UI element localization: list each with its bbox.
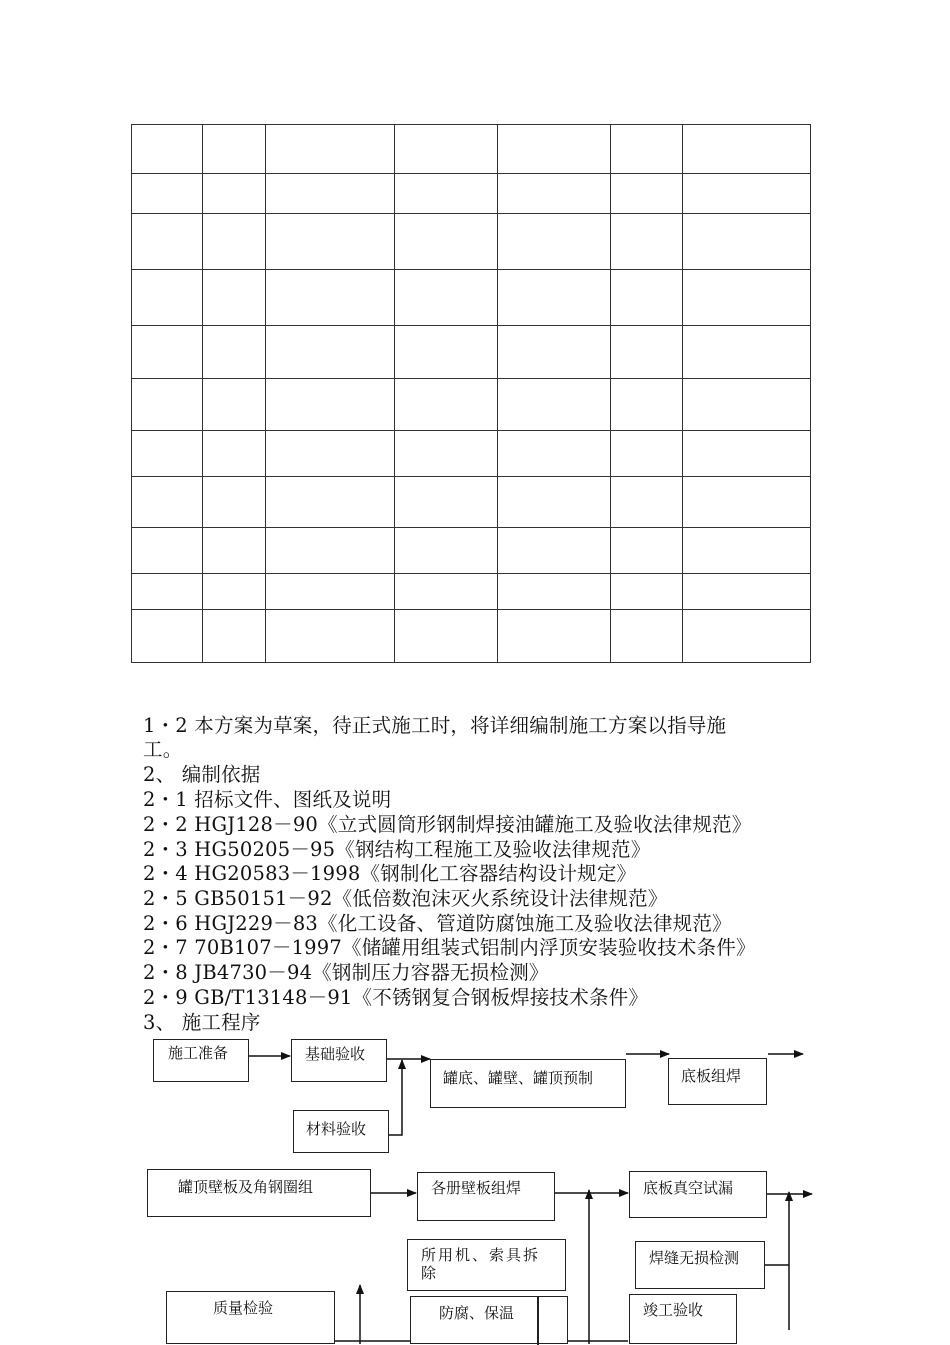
arrow-material-up bbox=[388, 1060, 402, 1135]
flow-box-roof bbox=[147, 1169, 371, 1217]
heading-basis: 2、 编制依据 bbox=[143, 763, 261, 786]
text-line-2-5: 2・5 GB50151－92《低倍数泡沫灭火系统设计法律规范》 bbox=[143, 887, 668, 910]
flow-label-roof: 罐顶壁板及角钢圈组 bbox=[178, 1178, 314, 1196]
flow-label-vacuum: 底板真空试漏 bbox=[643, 1179, 734, 1197]
flow-box-prep bbox=[153, 1039, 249, 1082]
flow-label-foundation: 基础验收 bbox=[305, 1045, 366, 1063]
text-line-2-2: 2・2 HGJ128－90《立式圆筒形钢制焊接油罐施工及验收法律规范》 bbox=[143, 813, 752, 836]
text-line-2-4: 2・4 HG20583－1998《钢制化工容器结构设计规定》 bbox=[143, 862, 637, 885]
box-inner-divider bbox=[537, 1297, 539, 1345]
flow-box-foundation bbox=[291, 1039, 387, 1082]
text-line-2-7: 2・7 70B107－1997《储罐用组装式铝制内浮顶安装验收技术条件》 bbox=[143, 936, 756, 959]
flow-box-vacuum bbox=[629, 1171, 767, 1218]
flow-box-completion bbox=[629, 1294, 737, 1344]
text-line-2-8: 2・8 JB4730－94《钢制压力容器无损检测》 bbox=[143, 961, 549, 984]
flow-box-walls bbox=[417, 1172, 555, 1221]
flow-label-walls: 各册壁板组焊 bbox=[431, 1179, 522, 1197]
flow-box-ndt bbox=[635, 1241, 765, 1289]
flow-box-quality bbox=[166, 1291, 335, 1344]
flow-box-dismantle bbox=[407, 1239, 566, 1291]
text-line-1-2-cont: 工。 bbox=[143, 738, 183, 761]
heading-procedure: 3、 施工程序 bbox=[143, 1011, 261, 1034]
flow-label-anticorrosion: 防腐、保温 bbox=[439, 1304, 515, 1322]
flow-label-prep: 施工准备 bbox=[168, 1044, 229, 1062]
flow-box-prefab bbox=[430, 1059, 626, 1108]
flow-label-ndt: 焊缝无损检测 bbox=[649, 1249, 740, 1267]
flow-label-completion: 竣工验收 bbox=[643, 1301, 704, 1319]
flow-box-anticorrosion bbox=[410, 1296, 568, 1344]
flow-label-quality: 质量检验 bbox=[213, 1299, 274, 1317]
flow-label-dismantle-1: 所用机、索具拆 bbox=[421, 1246, 541, 1264]
flow-label-material: 材料验收 bbox=[306, 1120, 367, 1138]
flow-box-bottom-weld bbox=[668, 1058, 767, 1105]
text-line-2-6: 2・6 HGJ229－83《化工设备、管道防腐蚀施工及验收法律规范》 bbox=[143, 912, 732, 935]
flow-label-dismantle-2: 除 bbox=[421, 1264, 437, 1282]
flow-label-bottom-weld: 底板组焊 bbox=[681, 1067, 742, 1085]
text-line-2-3: 2・3 HG50205－95《钢结构工程施工及验收法律规范》 bbox=[143, 838, 651, 861]
text-line-2-1: 2・1 招标文件、图纸及说明 bbox=[143, 788, 392, 811]
flow-label-prefab: 罐底、罐壁、罐顶预制 bbox=[443, 1069, 594, 1087]
flow-box-material bbox=[293, 1110, 389, 1153]
text-line-1-2: 1・2 本方案为草案，待正式施工时，将详细编制施工方案以指导施 bbox=[143, 714, 727, 737]
text-line-2-9: 2・9 GB/T13148－91《不锈钢复合钢板焊接技术条件》 bbox=[143, 986, 649, 1009]
